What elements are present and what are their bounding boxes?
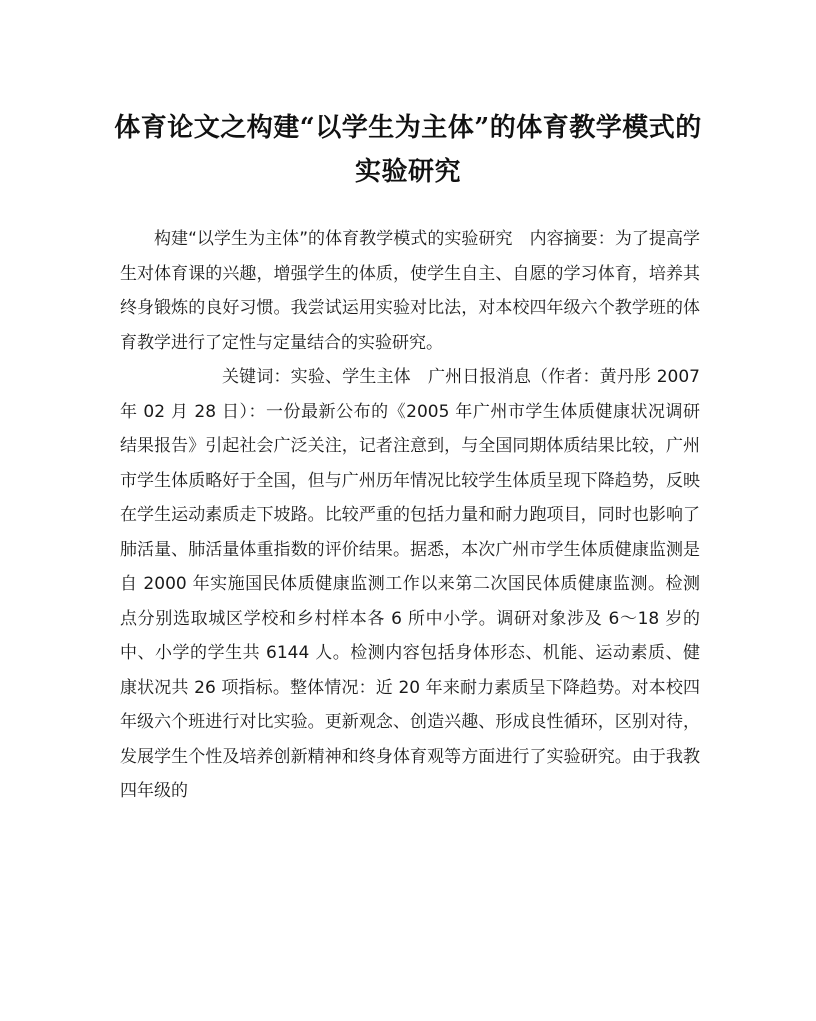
document-body bbox=[120, 222, 700, 809]
abstract-paragraph: 构建“以学生为主体”的体育教学模式的实验研究 内容摘要：为了提高学生对体育课的兴趣，增强学生的体质，使学生自主、自愿的学习体育，培养其终身锻炼的良好习惯。我尝试运用实验对比法，对本校四年级六个教学班的体育教学进行了定性与定量结合的实验研究。 bbox=[120, 229, 700, 353]
document-title: 体育论文之构建“以学生为主体”的体育教学模式的实验研究 bbox=[114, 113, 702, 187]
keywords-paragraph: 关键词：实验、学生主体 广州日报消息（作者：黄丹彤 2007年 02 月 28 日）：一份最新公布的《2005 年广州市学生体质健康状况调研结果报告》引起社会广泛关注，记者注意到，与全国同期体质结果比较，广州市学生体质略好于全国，但与广州历年情况比较学生体质呈现下降趋势，反映在学生运动素质走下坡路。比较严重的包括力量和耐力跑项目，同时也影响了肺活量、肺活量体重指数的评价结果。据悉，本次广州市学生体质健康监测是自 2000 年实施国民体质健康监测工作以来第二次国民体质健康监测。检测点分别选取城区学校和乡村样本各 6 所中小学。调研对象涉及 6～18 岁的中、小学的学生共 6144 人。检测内容包括身体形态、机能、运动素质、健康状况共 26 项指标。整体情况：近 20 年来耐力素质呈下降趋势。对本校四年级六个班进行对比实验。更新观念、创造兴趣、形成良性循环，区别对待，发展学生个性及培养创新精神和终身体育观等方面进行了实验研究。由于我教四年级的 bbox=[120, 367, 700, 801]
